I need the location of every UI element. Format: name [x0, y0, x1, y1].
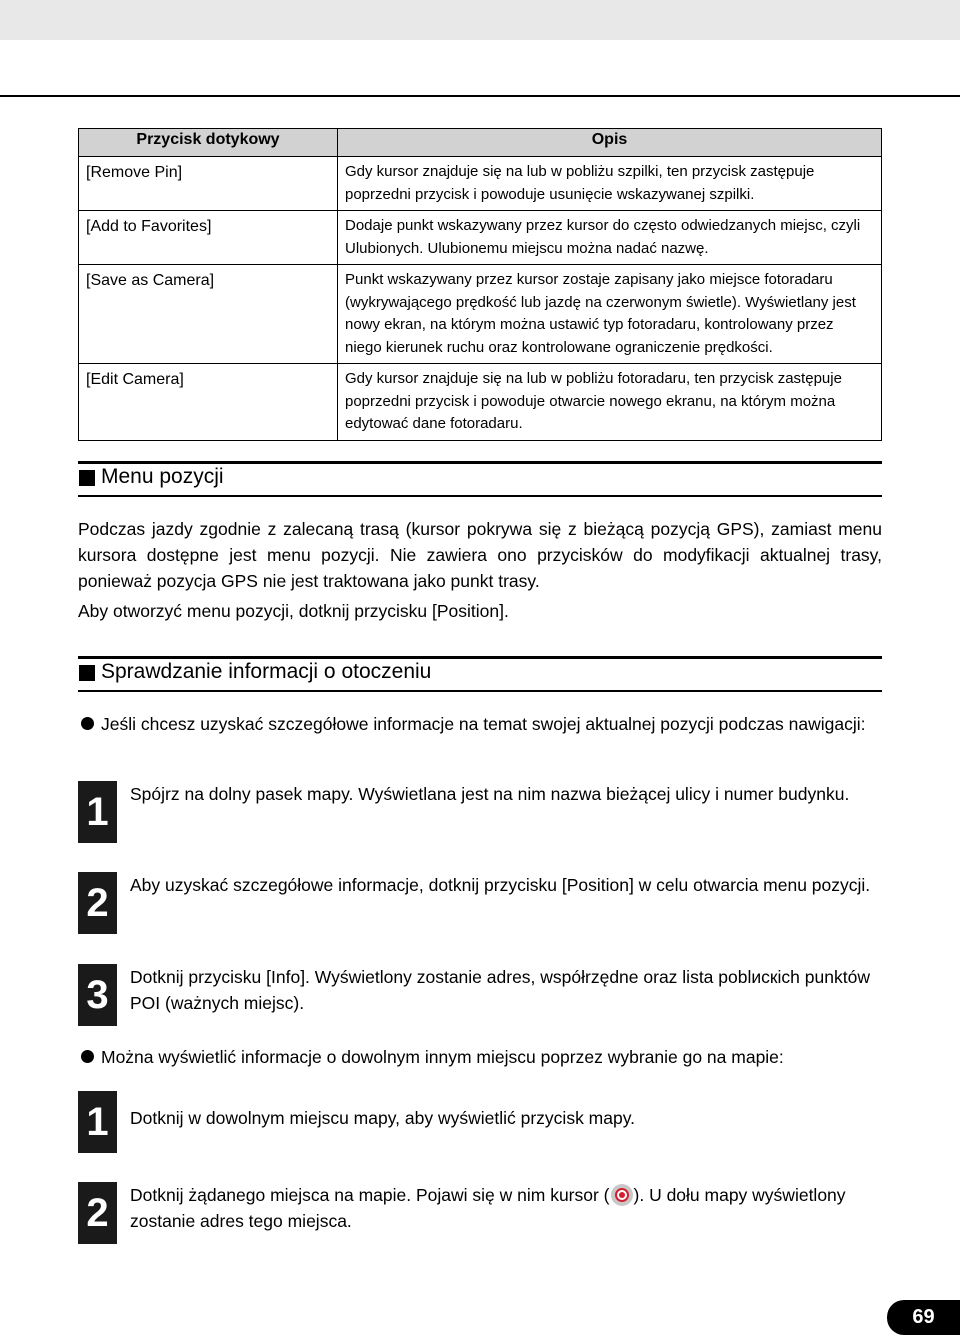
table-row: [79, 265, 882, 364]
step-number: 1: [78, 781, 117, 843]
square-bullet-icon: [79, 665, 95, 681]
bullet-item: [78, 1044, 882, 1070]
bullet-item: [78, 711, 882, 737]
bullet-text: Jeśli chcesz uzyskać szczegółowe informacje na temat swojej aktualnej pozycji podczas nawigacji:: [101, 714, 866, 734]
step: [78, 1091, 882, 1153]
step: [78, 781, 882, 843]
table-row: [79, 364, 882, 441]
table-row: [79, 211, 882, 265]
table-row: [79, 157, 882, 211]
header-rule: [0, 95, 960, 97]
step-text: Aby uzyskać szczegółowe informacje, dotknij przycisku [Position] w celu otwarcia menu pozycji.: [130, 875, 871, 895]
step-number: 1: [78, 1091, 117, 1153]
table-cell-desc: Punkt wskazywany przez kursor zostaje zapisany jako miejsce fotoradaru (wykrywającego prędkość lub jazdę na czerwonym świetle). Wyświetlany jest nowy ekran, na którym można ustawić typ fotoradaru, kontrolowany przez niego kierunek ruchu oraz kontrolowane ograniczenie prędkości.: [338, 265, 882, 364]
page-number: 69: [887, 1300, 960, 1335]
step-text: [130, 1182, 882, 1234]
cursor-icon: [611, 1184, 633, 1206]
heading-rule: [78, 461, 882, 464]
step: [78, 872, 882, 934]
step-text: Dotknij w dowolnym miejscu mapy, aby wyświetlić przycisk mapy.: [130, 1108, 636, 1128]
square-bullet-icon: [79, 470, 95, 486]
paragraph: Aby otworzyć menu pozycji, dotknij przycisku [Position].: [78, 601, 509, 621]
table-cell-button: [Save as Camera]: [79, 265, 338, 364]
step-number: 2: [78, 872, 117, 934]
round-bullet-icon: [81, 717, 94, 730]
step-text-part: ). U dołu mapy wyświetlony zostanie adres tego miejsca.: [130, 1185, 846, 1231]
touch-buttons-table: [78, 128, 882, 441]
section-title: Menu pozycji: [101, 465, 224, 488]
bullet-text: Można wyświetlić informacje o dowolnym innym miejscu poprzez wybranie go na mapie:: [101, 1047, 784, 1067]
table-header-desc: Opis: [338, 129, 882, 157]
table-cell-button: [Edit Camera]: [79, 364, 338, 441]
step-text-part: Dotknij żądanego miejsca na mapie. Pojawi się w nim kursor (: [130, 1185, 610, 1205]
section-heading-menu: [78, 461, 882, 497]
table-cell-desc: Gdy kursor znajduje się na lub w pobliżu szpilki, ten przycisk zastępuje poprzedni przycisk i powoduje usunięcie wskazywanej szpilki.: [338, 157, 882, 211]
step-text: Dotknij przycisku [Info]. Wyświetlony zostanie adres, współrzędne oraz lista poblискich punktów POI (ważnych miejsc).: [130, 967, 870, 1013]
step-text: Spójrz na dolny pasek mapy. Wyświetlana jest na nim nazwa bieżącej ulicy i numer budynku.: [130, 784, 850, 804]
step: [78, 1182, 882, 1244]
paragraph: Podczas jazdy zgodnie z zalecaną trasą (kursor pokrywa się z bieżącą pozycją GPS), zamiast menu kursora dostępne jest menu pozycji. Nie zawiera ono przycisków do modyfikacji aktualnej trasy, ponieważ pozycja GPS nie jest traktowana jako punkt trasy.: [78, 519, 882, 591]
section-heading-surroundings: [78, 656, 882, 692]
table-header-button: Przycisk dotykowy: [79, 129, 338, 157]
round-bullet-icon: [81, 1050, 94, 1063]
table-cell-button: [Remove Pin]: [79, 157, 338, 211]
heading-rule: [78, 495, 882, 497]
step: [78, 964, 882, 1026]
table-cell-desc: Dodaje punkt wskazywany przez kursor do często odwiedzanych miejsc, czyli Ulubionych. Ulubionemu miejscu można nadać nazwę.: [338, 211, 882, 265]
step-number: 3: [78, 964, 117, 1026]
heading-rule: [78, 690, 882, 692]
table-cell-button: [Add to Favorites]: [79, 211, 338, 265]
top-bar: [0, 0, 960, 40]
table-cell-desc: Gdy kursor znajduje się na lub w pobliżu fotoradaru, ten przycisk zastępuje poprzedni przycisk i powoduje otwarcie nowego ekranu, na którym można edytować dane fotoradaru.: [338, 364, 882, 441]
heading-rule: [78, 656, 882, 659]
step-number: 2: [78, 1182, 117, 1244]
section-title: Sprawdzanie informacji o otoczeniu: [101, 660, 432, 683]
table-header-row: [79, 129, 882, 157]
